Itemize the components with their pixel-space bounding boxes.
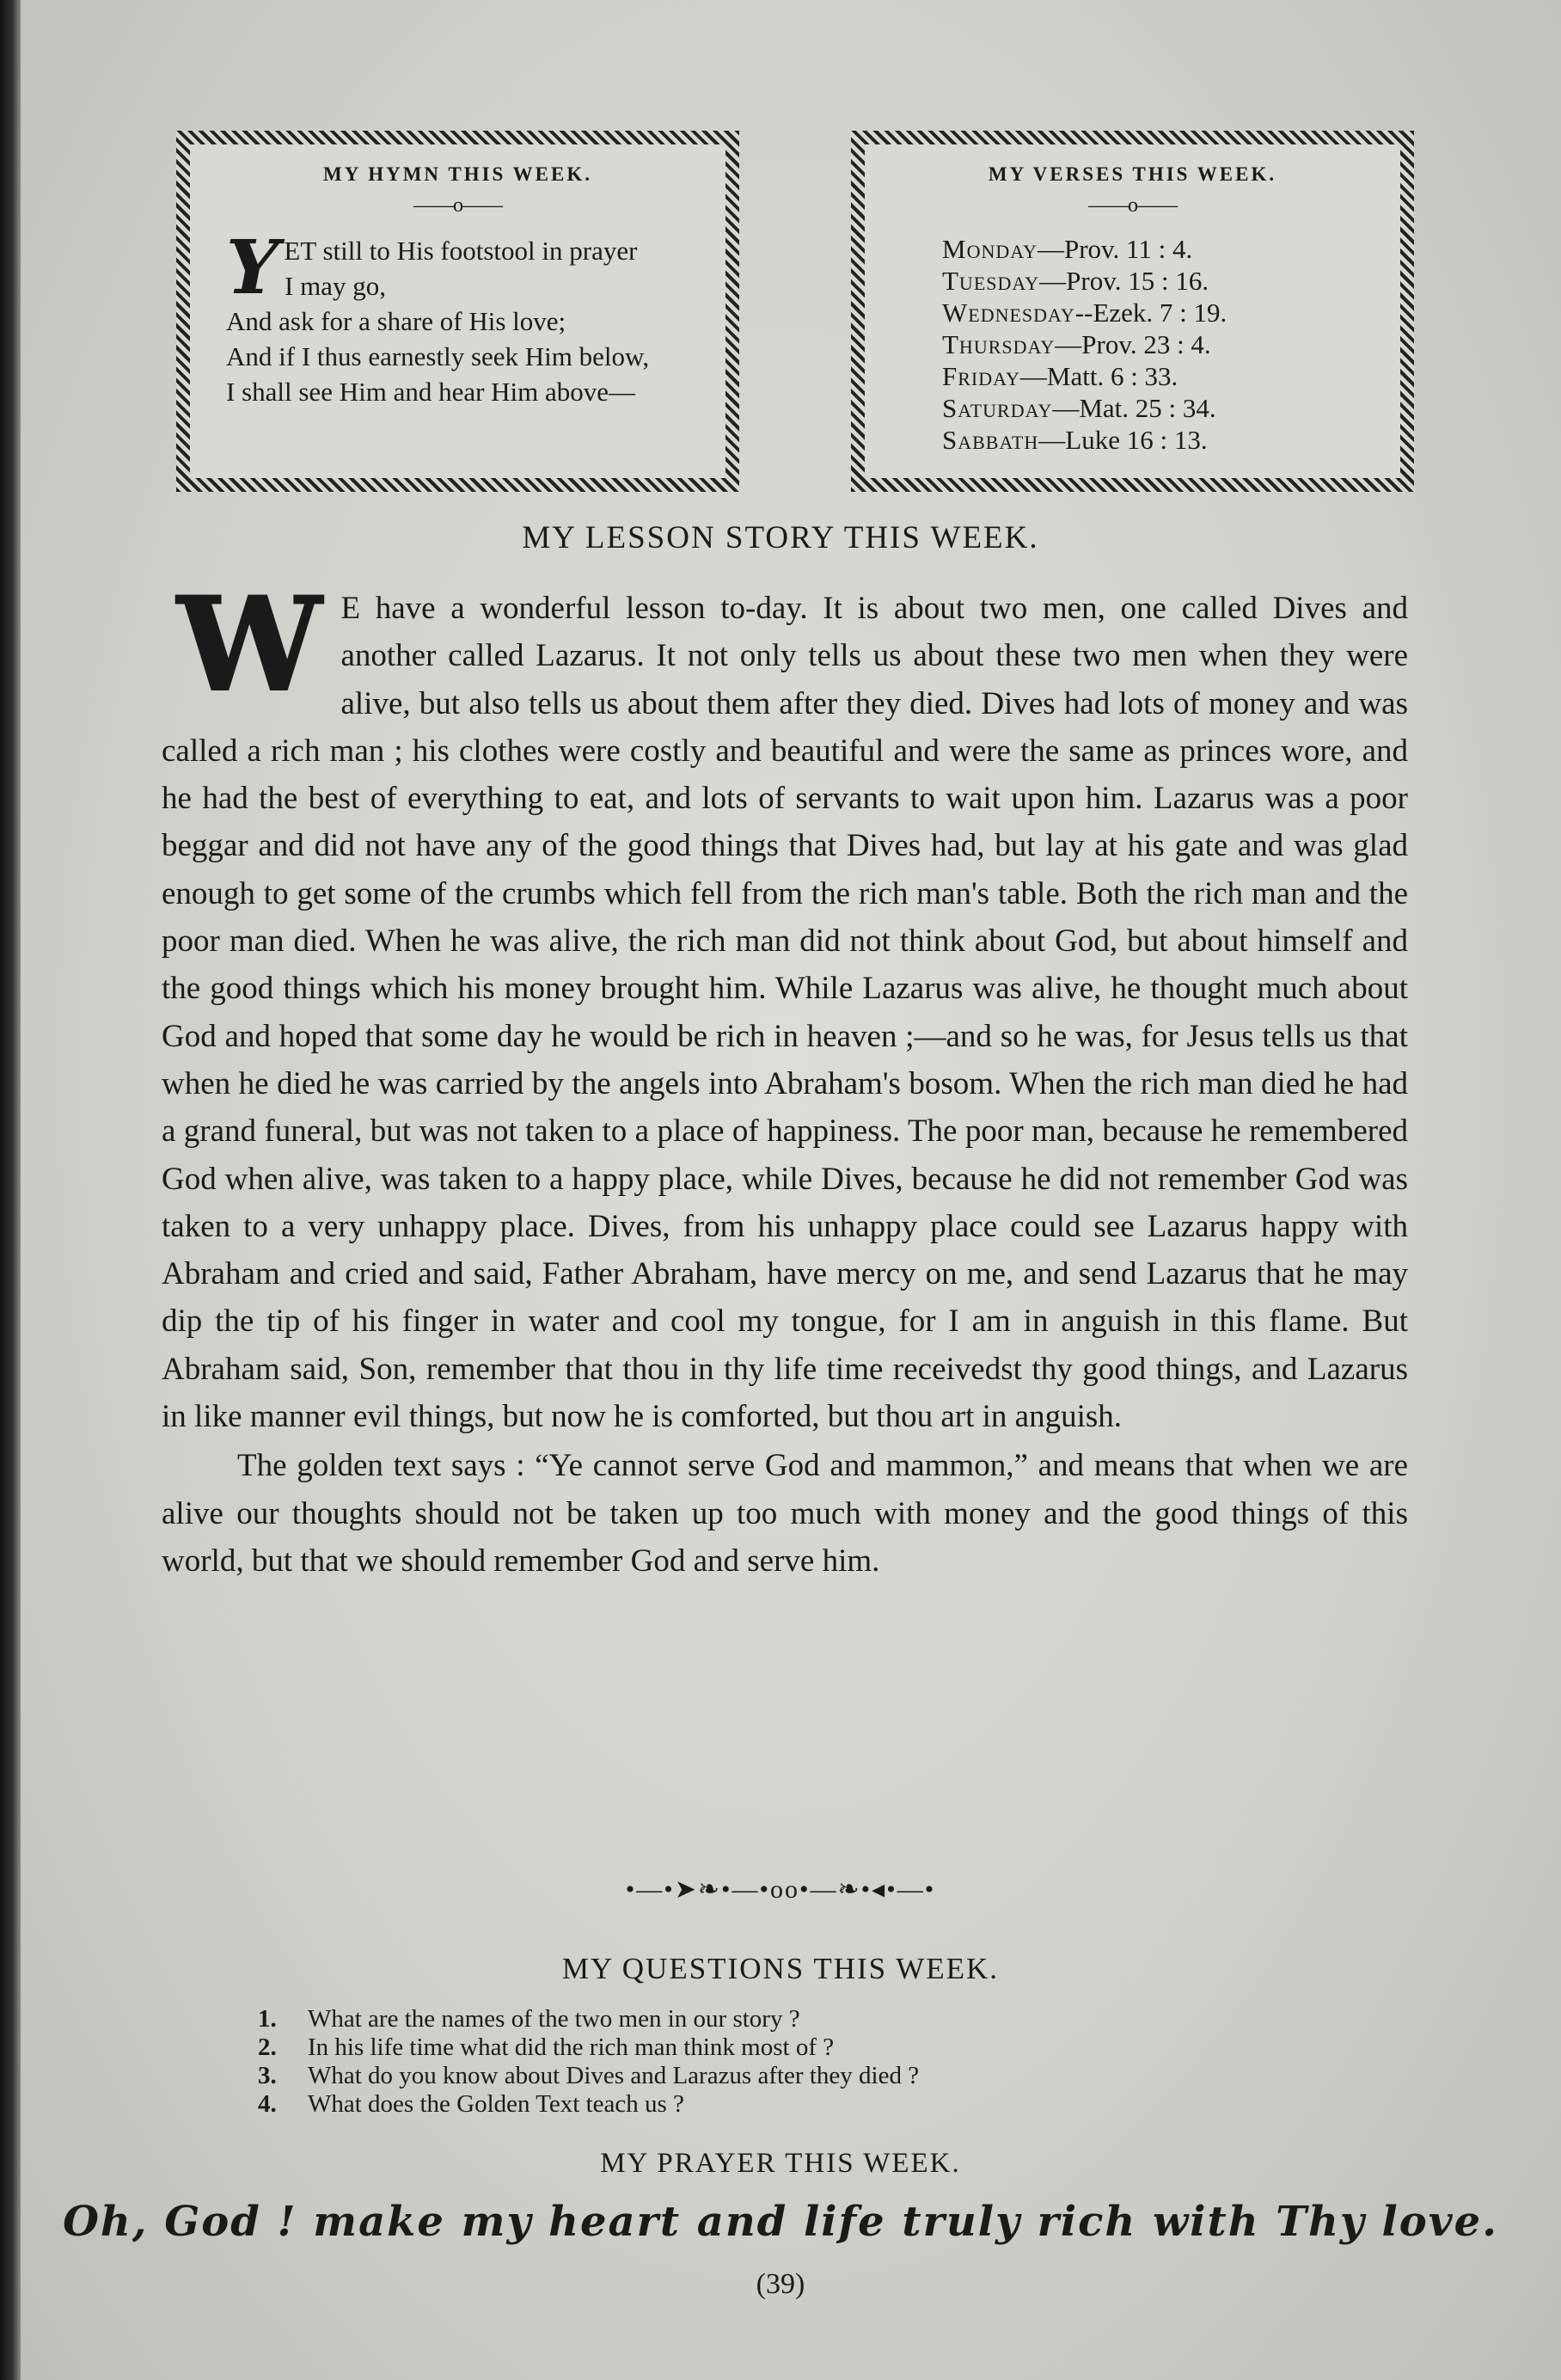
hymn-line: I may go, — [285, 271, 386, 301]
verse-row — [942, 360, 1400, 392]
verse-row — [942, 424, 1400, 456]
story-paragraph-2: The golden text says : “Ye cannot serve God and mammon,” and means that when we are alive our thoughts should not be taken up too much with money and the good things of this world, but that we should remember God and serve him. — [162, 1448, 1408, 1579]
story-dropcap: W — [177, 569, 322, 721]
prayer-text: Oh, God ! make my heart and life truly rich with Thy love. — [63, 2198, 1498, 2246]
questions-heading: MY QUESTIONS THIS WEEK. — [561, 1952, 1000, 1985]
verse-ref: —Prov. 15 : 16. — [1039, 266, 1209, 296]
verse-ref: —Prov. 11 : 4. — [1037, 234, 1193, 264]
question-number: 4. — [258, 2090, 277, 2118]
question-item — [258, 2033, 919, 2062]
question-item — [258, 2090, 919, 2119]
lesson-heading: MY LESSON STORY THIS WEEK. — [522, 520, 1039, 555]
page-number: (39) — [756, 2268, 805, 2300]
ornament-divider: •—•➤❧•—•oo•—❧•◂•—• — [625, 1875, 936, 1904]
story-paragraph-1-text: E have a wonderful lesson to-day. It is about two men, one called Dives and another called Lazarus. It not only tells us about these two men when they were alive, but also tells us about them after they died. Dives had lots of money and was called a rich man ; his clothes were costly and beautiful and were the same as princes wore, and he had the best of everything to eat, and lots of servants to wait upon him. Lazarus was a poor beggar and did not have any of the good things that Dives had, but lay at his gate and was glad enough to get some of the crumbs which fell from the rich man's table. Both the rich man and the poor man died. When he was alive, the rich man did not think about God, but about himself and the good things which his money brought him. While Lazarus was alive, he thought much about God and hoped that some day he would be rich in heaven ;—and so he was, for Jesus tells us that when he died he was carried by the angels into Abraham's bosom. When the rich man died he had a grand funeral, but was not taken to a place of happiness. The poor man, because he remembered God when alive, was taken to a happy place, while Dives, because he did not remember God was taken to a very unhappy place. Dives, from his unhappy place could see Lazarus happy with Abraham and cried and said, Father Abraham, have mercy on me, and send Lazarus that he may dip the tip of his finger in water and cool my tongue, for I am in anguish in this flame. But Abraham said, Son, remember that thou in thy life time receivedst thy good things, and Lazarus in like manner evil things, but now he is comforted, but thou art in anguish. — [162, 591, 1408, 1435]
lesson-story — [162, 569, 1408, 1585]
verse-ref: --Ezek. 7 : 19. — [1074, 298, 1227, 328]
question-text: What do you know about Dives and Larazus after they died ? — [308, 2062, 920, 2089]
questions-list — [258, 2005, 919, 2119]
hymn-divider: ——o—— — [413, 194, 502, 217]
verse-day: Sabbath — [942, 425, 1039, 455]
verse-list — [942, 233, 1400, 456]
verse-day: Thursday — [942, 329, 1056, 359]
question-number: 1. — [258, 2005, 277, 2033]
verse-day: Tuesday — [942, 266, 1040, 296]
verse-row — [942, 265, 1400, 297]
verses-box — [851, 131, 1414, 492]
hymn-line: And if I thus earnestly seek Him below, — [226, 341, 650, 371]
hymn-box — [176, 131, 739, 492]
verse-day: Friday — [942, 361, 1020, 391]
question-text: What does the Golden Text teach us ? — [308, 2090, 684, 2118]
question-text: What are the names of the two men in our story ? — [308, 2005, 800, 2033]
question-number: 2. — [258, 2033, 277, 2061]
verses-title: MY VERSES THIS WEEK. — [988, 163, 1277, 185]
verse-ref: —Mat. 25 : 34. — [1052, 393, 1216, 423]
verse-row — [942, 297, 1400, 328]
hymn-line: I shall see Him and hear Him above— — [226, 377, 636, 407]
book-spine-edge — [0, 0, 21, 2380]
hymn-text — [226, 224, 725, 409]
hymn-dropcap: Y — [226, 224, 279, 311]
question-text: In his life time what did the rich man think most of ? — [308, 2033, 835, 2061]
hymn-line: ET still to His footstool in prayer — [284, 236, 638, 266]
verse-day: Wednesday — [942, 298, 1075, 328]
verse-row — [942, 233, 1400, 265]
verse-ref: —Prov. 23 : 4. — [1055, 329, 1211, 359]
verses-divider: ——o—— — [1088, 194, 1177, 217]
prayer-heading: MY PRAYER THIS WEEK. — [600, 2148, 961, 2179]
question-number: 3. — [258, 2062, 277, 2089]
question-item — [258, 2062, 919, 2090]
verse-day: Monday — [942, 234, 1038, 264]
verse-ref: —Luke 16 : 13. — [1038, 425, 1208, 455]
hymn-title: MY HYMN THIS WEEK. — [323, 163, 592, 185]
story-paragraph-1 — [162, 569, 1408, 1440]
verse-row — [942, 392, 1400, 424]
hymn-line: And ask for a share of His love; — [226, 306, 566, 336]
verse-day: Saturday — [942, 393, 1053, 423]
verse-ref: —Matt. 6 : 33. — [1019, 361, 1178, 391]
verse-row — [942, 328, 1400, 360]
question-item — [258, 2005, 919, 2033]
